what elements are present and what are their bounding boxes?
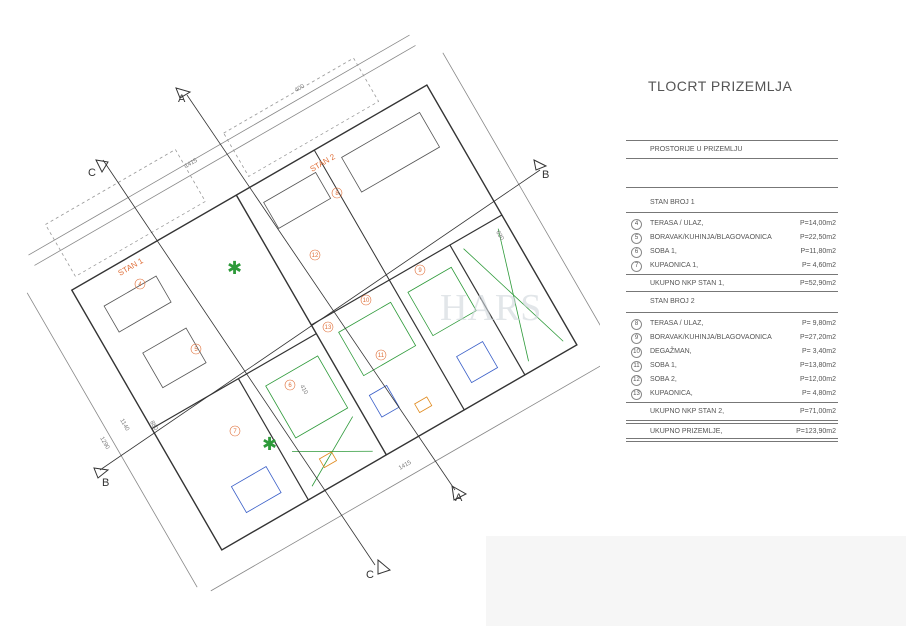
watermark-text: HARS (440, 287, 542, 329)
divider (626, 212, 838, 213)
room-number-4: 4 (138, 282, 142, 288)
unit-label-stan2: STAN 2 (308, 152, 337, 174)
dimension-inner: 410 (298, 384, 309, 396)
divider (626, 140, 838, 141)
watermark-area (486, 536, 906, 626)
section-label-a-bottom: A (455, 492, 463, 504)
room-number-6: 6 (288, 383, 292, 389)
room-number-12: 12 (311, 253, 319, 259)
divider (626, 420, 838, 424)
divider (626, 291, 838, 292)
plant-icon: ✱ (227, 258, 243, 279)
room-number-13: 13 (324, 325, 332, 331)
room-number-8: 8 (335, 191, 339, 197)
dimension-left-1: 1140 (118, 418, 130, 433)
legend-title: TLOCRT PRIZEMLJA (648, 78, 793, 94)
divider (626, 438, 838, 442)
room-number-10: 10 (362, 298, 370, 304)
dimension-left-3: 880 (148, 420, 159, 432)
section-marker-c-top (96, 160, 108, 172)
divider (626, 312, 838, 313)
section-label-c-top: C (88, 167, 96, 179)
dimension-left-2: 1290 (98, 436, 111, 451)
divider (626, 402, 838, 403)
section-label-c-bottom: C (366, 569, 374, 581)
section-label-a-top: A (178, 93, 186, 105)
section-label-b-left: B (102, 477, 110, 489)
dimension-right: 630 (494, 230, 505, 242)
divider (626, 187, 838, 188)
plant-icon: ✱ (262, 434, 278, 455)
room-number-5: 5 (194, 347, 198, 353)
dimension-top-right: 400 (294, 83, 306, 94)
divider (626, 274, 838, 275)
unit-label-stan1: STAN 1 (116, 256, 145, 278)
section-label-b-right: B (542, 169, 550, 181)
divider (626, 158, 838, 159)
room-number-11: 11 (377, 353, 385, 359)
room-number-9: 9 (418, 268, 422, 274)
dimension-top: 1415 (184, 157, 199, 170)
dimension-bottom: 1415 (398, 459, 413, 472)
section-marker-c-bottom (378, 560, 390, 574)
room-number-7: 7 (233, 429, 237, 435)
